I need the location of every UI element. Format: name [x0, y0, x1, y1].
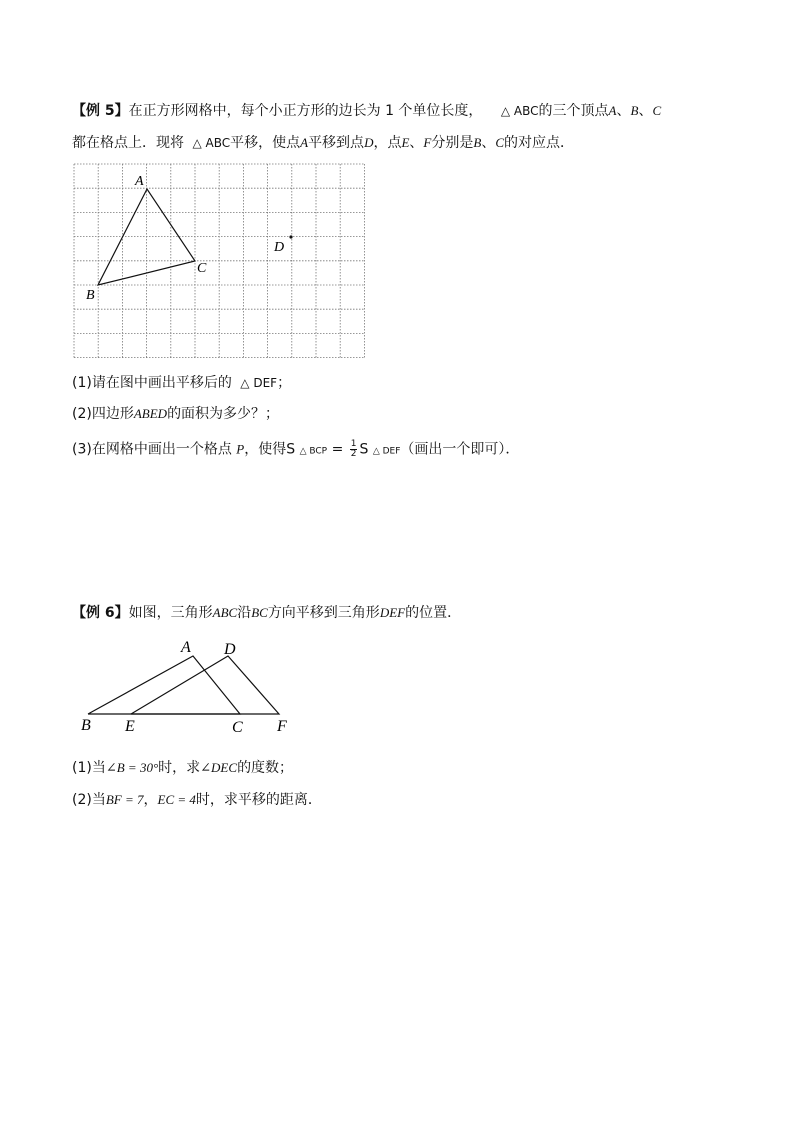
point-d: [289, 235, 292, 238]
triangle-def-6: [131, 656, 279, 714]
triangle-abc-6: [88, 656, 240, 714]
grid-lines: [74, 164, 364, 358]
ex6-q2: (2)当BF = 7，EC = 4时，求平移的距离．: [72, 792, 322, 808]
fig-label-d: D: [224, 641, 236, 658]
fig-label-e: E: [125, 718, 135, 735]
ex5-line1: 【例 5】在正方形网格中，每个小正方形的边长为 1 个单位长度， △ ABC的三个顶点A、B、C: [72, 103, 662, 119]
ex5-q2: (2)四边形ABED的面积为多少？；: [72, 406, 280, 422]
ex5-line2: 都在格点上．现将 △ ABC平移，使点A平移到点D，点E、F分别是B、C的对应点．: [72, 135, 574, 151]
fig-label-c: C: [232, 719, 243, 736]
triangle-abc: [98, 189, 195, 285]
ex6-tag: 【例 6】: [72, 605, 129, 621]
fig-label-b: B: [81, 717, 91, 734]
ex6-q1: (1)当∠B = 30°时，求∠DEC的度数；: [72, 760, 294, 776]
grid-label-a: A: [135, 174, 144, 189]
grid-label-d: D: [274, 240, 285, 255]
fig-label-f: F: [277, 718, 287, 735]
ex5-q1: (1)请在图中画出平移后的 △ DEF；: [72, 375, 292, 391]
fig-label-a: A: [181, 639, 191, 656]
fraction-half: $\frac{1}{2}$: [350, 439, 357, 459]
grid-label-c: C: [197, 261, 207, 276]
ex6-line1: 【例 6】如图，三角形ABC沿BC方向平移到三角形DEF的位置．: [72, 605, 462, 621]
grid-label-b: B: [86, 288, 95, 303]
ex5-q3: (3)在网格中画出一个格点 P，使得S △ BCP = $\frac{1}{2}$ S △ DEF（画出一个即可）．: [72, 439, 520, 459]
ex5-tag: 【例 5】: [72, 103, 129, 119]
